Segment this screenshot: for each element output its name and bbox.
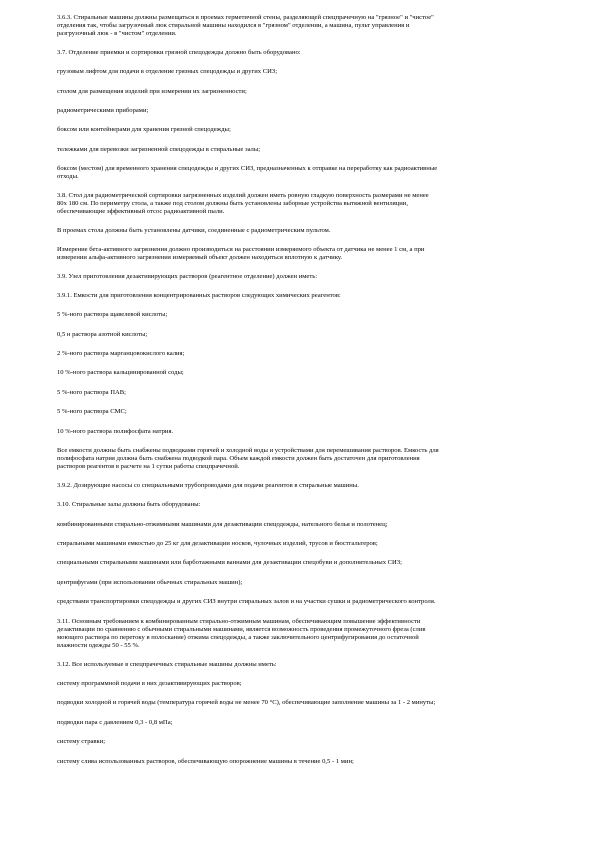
paragraph-3-8: 3.8. Стол для радиометрической сортировки загрязненных изделий должен иметь ровную гладкую поверхность размерами не менее 80x 180 см. По периметру стола, а также под столом должны быть установлены заборные устройства вытяжной вентиляции, обеспечивающие эффективный отсос радиоактивной пыли. [57, 191, 429, 216]
list-item: грузовым лифтом для подачи в отделение грязных спецодежды и других СИЗ; [57, 68, 278, 76]
list-item: 0,5 н раствора азотной кислоты; [57, 330, 148, 338]
list-item: боксом (местом) для временного хранения спецодежды и других СИЗ, предназначенных к отправке на переработку как радиоактивные отходы. [57, 165, 438, 181]
list-item: 2 %-ного раствора марганцовокислого калия; [57, 350, 185, 358]
list-item: специальными стиральными машинами или барботажными ваннами для дезактивации спецобуви и дополнительных СИЗ; [57, 559, 402, 567]
list-item: тележками для перевозки загрязненной спецодежды в стиральные залы; [57, 145, 261, 153]
paragraph-3-10: 3.10. Стиральные залы должны быть оборудованы: [57, 501, 201, 509]
paragraph-3-9-2: 3.9.2. Дозирующие насосы со специальными трубопроводами для подачи реагентов в стиральные машины. [57, 481, 359, 489]
paragraph-3-6-3: 3.6.3. Стиральные машины должны размещаться в проемах герметичной стены, разделяющей спецпрачечную на "грязное" и "чистое" отделения так, чтобы загрузочный люк стиральной машины находился в "грязном" отделении, а машина, пульт управления и разгрузочный люк - в "чистом" отделении. [57, 14, 434, 38]
list-item: 5 %-ного раствора СМС; [57, 408, 127, 416]
list-item: 5 %-ного раствора щавелевой кислоты; [57, 311, 168, 319]
list-item: подводки пара с давлением 0,3 - 0,8 мПа; [57, 718, 173, 726]
list-item: средствами транспортировки спецодежды и других СИЗ внутри стиральных залов и на участки сушки и радиометрического контроля. [57, 598, 436, 606]
list-item: подводки холодной и горячей воды (температура горячей воды не менее 70 °С), обеспечивающие заполнение машины за 1 - 2 минуты; [57, 699, 436, 707]
list-item: 5 %-ного раствора ПАВ; [57, 388, 126, 396]
paragraph: Измерение бета-активного загрязнения должно производиться на расстоянии измеряемого объекта от датчика не менее 1 см, а при измерении альфа-активного загрязнения измеряемый объект должен находиться вплотную к датчику. [57, 245, 425, 262]
paragraph: Все емкости должны быть снабжены подводками горячей и холодной воды и устройствами для перемешивания растворов. Емкость для полифосфата натрия должна быть снабжена подводкой пара. Объем каждой емкости должен быть достаточен для приготовления растворов реагентов в расчете на 1 сутки работы спецпрачечной. [57, 447, 439, 471]
list-item: радиометрическими приборами; [57, 106, 149, 114]
list-item: 10 %-ного раствора кальцинированной соды; [57, 369, 184, 377]
list-item: столом для размещения изделий при измерении их загрязненности; [57, 87, 247, 95]
list-item: комбинированными стирально-отжимными машинами для дезактивации спецодежды, нательного белья и полотенец; [57, 520, 388, 528]
list-item: стиральными машинами емкостью до 25 кг для дезактивации носков, чулочных изделий, трусов и бюстгальтеров; [57, 540, 378, 547]
paragraph-3-12: 3.12. Все используемые в спецпрачечных стиральные машины должны иметь: [57, 660, 277, 668]
paragraph-3-9: 3.9. Узел приготовления дезактивирующих растворов (реагентное отделение) должен иметь: [57, 272, 318, 280]
paragraph-3-11: 3.11. Основным требованием к комбинированным стирально-отжимным машинам, обеспечивающим повышение эффективности дезактивации по сравнению с обычными стиральными машинами, является возможность проведения промежуточного фреза (слив моющего раствора по перетоку в полоскание) отжима спецодежды, а также заключительного центрифугирования до остаточной влажности одежды 50 - 55 %. [57, 617, 426, 650]
paragraph-3-9-1: 3.9.1. Емкости для приготовления концентрированных растворов следующих химических реагентов: [57, 291, 341, 299]
list-item: систему стравки; [57, 738, 106, 746]
list-item: боксом или контейнерами для хранения грязной спецодежды; [57, 126, 231, 134]
list-item: центрифугами (при использовании обычных стиральных машин); [57, 578, 243, 586]
paragraph: В проемах стола должны быть установлены датчики, соединенные с радиометрическим пультом. [57, 226, 331, 234]
list-item: систему программной подачи в них дезактивирующих растворов; [57, 679, 242, 687]
list-item: 10 %-ного раствора полифосфата натрия. [57, 427, 174, 435]
paragraph-3-7: 3.7. Отделение приемки и сортировки грязной спецодежды должно быть оборудовано: [57, 48, 301, 56]
list-item: систему слива использованных растворов, обеспечивающую опорожнение машины в течение 0,5 - 1 мин; [57, 757, 354, 765]
